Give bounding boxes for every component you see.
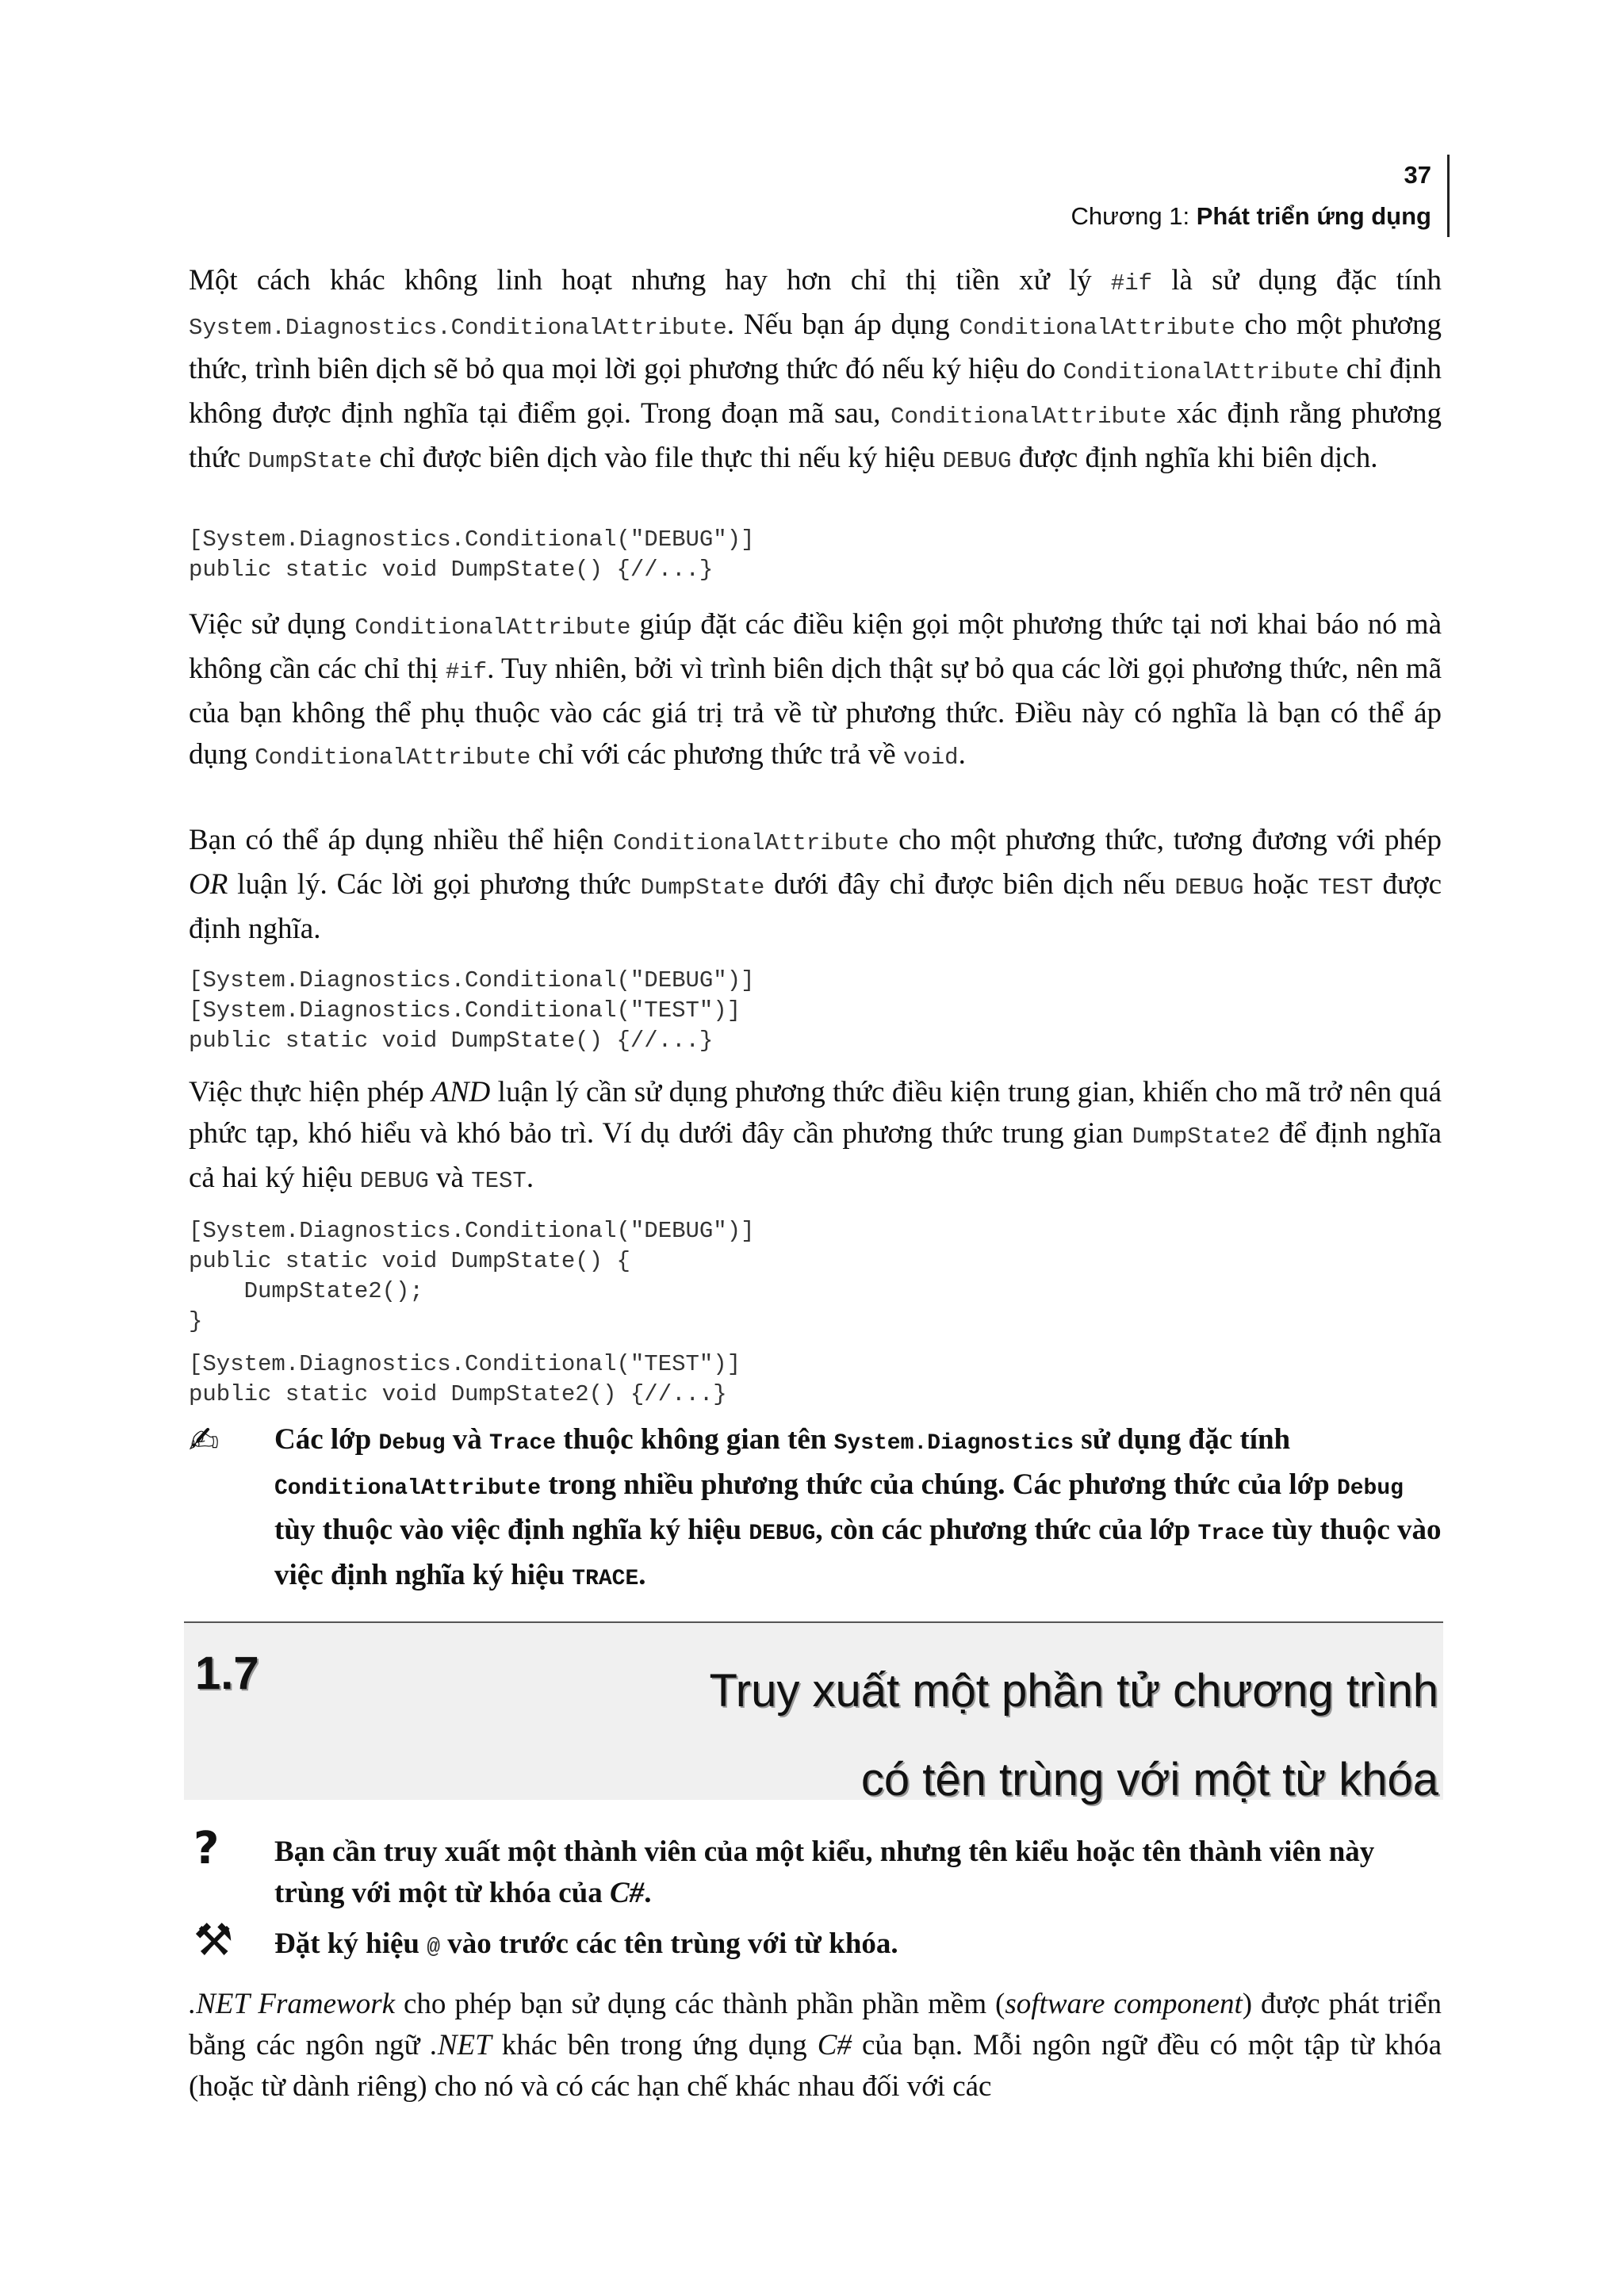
chapter-heading: Chương 1: Phát triển ứng dụng <box>1071 202 1431 230</box>
note-text: Các lớp Debug và Trace thuộc không gian tên System.Diagnostics sử dụng đặc tính ConditionalAttribute trong nhiều phương thức của chúng. Các phương thức của lớp Debug tùy thuộc vào việc định nghĩa ký hiệu DEBUG, còn các phương thức của lớp Trace tùy thuộc vào việc định nghĩa ký hiệu TRACE. <box>274 1423 1442 1591</box>
paragraph-5: .NET Framework cho phép bạn sử dụng các thành phần phần mềm (software component) được phát triển bằng các ngôn ngữ .NET khác bên trong ứng dụng C# của bạn. Mỗi ngôn ngữ đều có một tập từ khóa (hoặc từ dành riêng) cho nó và có các hạn chế khác nhau đối với các <box>189 1988 1442 2103</box>
code-block-2: [System.Diagnostics.Conditional("DEBUG")] [System.Diagnostics.Conditional("TEST")] public static void DumpState() {//...} <box>189 967 755 1054</box>
paragraph-3: Bạn có thể áp dụng nhiều thể hiện ConditionalAttribute cho một phương thức, tương đương với phép OR luận lý. Các lời gọi phương thức DumpState dưới đây chỉ được biên dịch nếu DEBUG hoặc TEST được định nghĩa. <box>189 824 1442 945</box>
section-heading <box>184 1621 1443 1805</box>
paragraph-2: Việc sử dụng ConditionalAttribute giúp đặt các điều kiện gọi một phương thức tại nơi khai báo nó mà không cần các chỉ thị #if. Tuy nhiên, bởi vì trình biên dịch thật sự bỏ qua các lời gọi phương thức, nên mã của bạn không thể phụ thuộc vào các giá trị trả về từ phương thức. Điều này có nghĩa là bạn có thể áp dụng ConditionalAttribute chỉ với các phương thức trả về void. <box>189 608 1442 771</box>
code-block-4: [System.Diagnostics.Conditional("TEST")] public static void DumpState2() {//...} <box>189 1351 741 1407</box>
question-icon: ? <box>193 1823 220 1874</box>
pencil-note-icon: ✍ <box>189 1418 220 1461</box>
page-number: 37 <box>1404 161 1431 189</box>
page-header <box>1071 155 1450 237</box>
solution-statement: ⚒ Đặt ký hiệu @ vào trước các tên trùng với từ khóa. <box>193 1915 898 1966</box>
problem-statement: ? Bạn cần truy xuất một thành viên của một kiểu, nhưng tên kiểu hoặc tên thành viên này trùng với một từ khóa của C#. <box>193 1823 1375 1909</box>
paragraph-1: Một cách khác không linh hoạt nhưng hay hơn chỉ thị tiền xử lý #if là sử dụng đặc tính System.Diagnostics.ConditionalAttribute. Nếu bạn áp dụng ConditionalAttribute cho một phương thức, trình biên dịch sẽ bỏ qua mọi lời gọi phương thức đó nếu ký hiệu do ConditionalAttribute chỉ định không được định nghĩa tại điểm gọi. Trong đoạn mã sau, ConditionalAttribute xác định rằng phương thức DumpState chỉ được biên dịch vào file thực thi nếu ký hiệu DEBUG được định nghĩa khi biên dịch. <box>189 264 1442 474</box>
tools-icon: ⚒ <box>193 1915 234 1966</box>
code-block-3: [System.Diagnostics.Conditional("DEBUG")] public static void DumpState() { DumpState2(); } <box>189 1218 755 1334</box>
paragraph-4: Việc thực hiện phép AND luận lý cần sử dụng phương thức điều kiện trung gian, khiến cho mã trở nên quá phức tạp, khó hiểu và khó bảo trì. Ví dụ dưới đây cần phương thức trung gian DumpState2 để định nghĩa cả hai ký hiệu DEBUG và TEST. <box>189 1076 1442 1194</box>
section-number: 1.7 <box>195 1648 259 1699</box>
chapter-title: Phát triển ứng dụng <box>1196 202 1431 230</box>
code-block-1: [System.Diagnostics.Conditional("DEBUG")] public static void DumpState() {//...} <box>189 526 755 583</box>
note-box <box>189 1419 1442 1600</box>
section-title: Truy xuất một phần tử chương trình có tên trùng với một từ khóa <box>709 1665 1438 1805</box>
